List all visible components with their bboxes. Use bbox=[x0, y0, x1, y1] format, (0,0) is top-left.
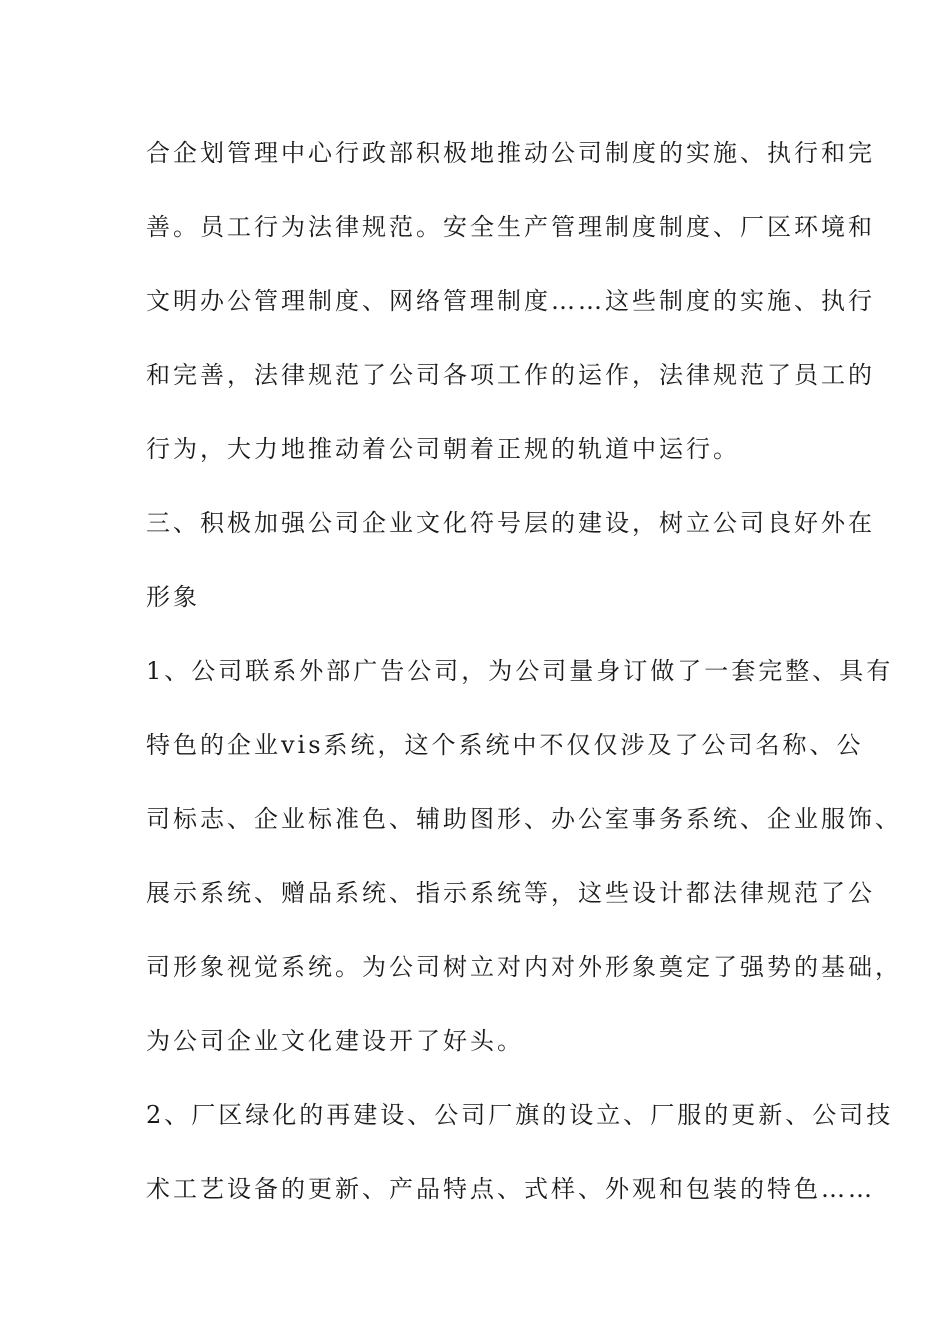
section-heading: 三、积极加强公司企业文化符号层的建设，树立公司良好外在 bbox=[146, 509, 875, 537]
text-line: 和完善，法律规范了公司各项工作的运作，法律规范了员工的 bbox=[146, 361, 875, 389]
text-line: 术工艺设备的更新、产品特点、式样、外观和包装的特色…… bbox=[146, 1175, 875, 1203]
text-line: 2、厂区绿化的再建设、公司厂旗的设立、厂服的更新、公司技 bbox=[146, 1101, 894, 1129]
text-line: 特色的企业vis系统，这个系统中不仅仅涉及了公司名称、公 bbox=[146, 731, 864, 759]
body-text bbox=[146, 132, 902, 1242]
text-line: 行为，大力地推动着公司朝着正规的轨道中运行。 bbox=[146, 435, 740, 463]
text-line: 文明办公管理制度、网络管理制度……这些制度的实施、执行 bbox=[146, 287, 875, 315]
text-line: 司标志、企业标准色、辅助图形、办公室事务系统、企业服饰、 bbox=[146, 805, 902, 833]
text-line: 1、公司联系外部广告公司，为公司量身订做了一套完整、具有 bbox=[146, 657, 894, 685]
text-line: 司形象视觉系统。为公司树立对内对外形象奠定了强势的基础， bbox=[146, 953, 902, 981]
text-line: 展示系统、赠品系统、指示系统等，这些设计都法律规范了公 bbox=[146, 879, 875, 907]
section-heading-continued: 形象 bbox=[146, 583, 200, 611]
text-line: 为公司企业文化建设开了好头。 bbox=[146, 1027, 524, 1055]
text-line: 合企划管理中心行政部积极地推动公司制度的实施、执行和完 bbox=[146, 139, 875, 167]
text-line: 善。员工行为法律规范。安全生产管理制度制度、厂区环境和 bbox=[146, 213, 875, 241]
